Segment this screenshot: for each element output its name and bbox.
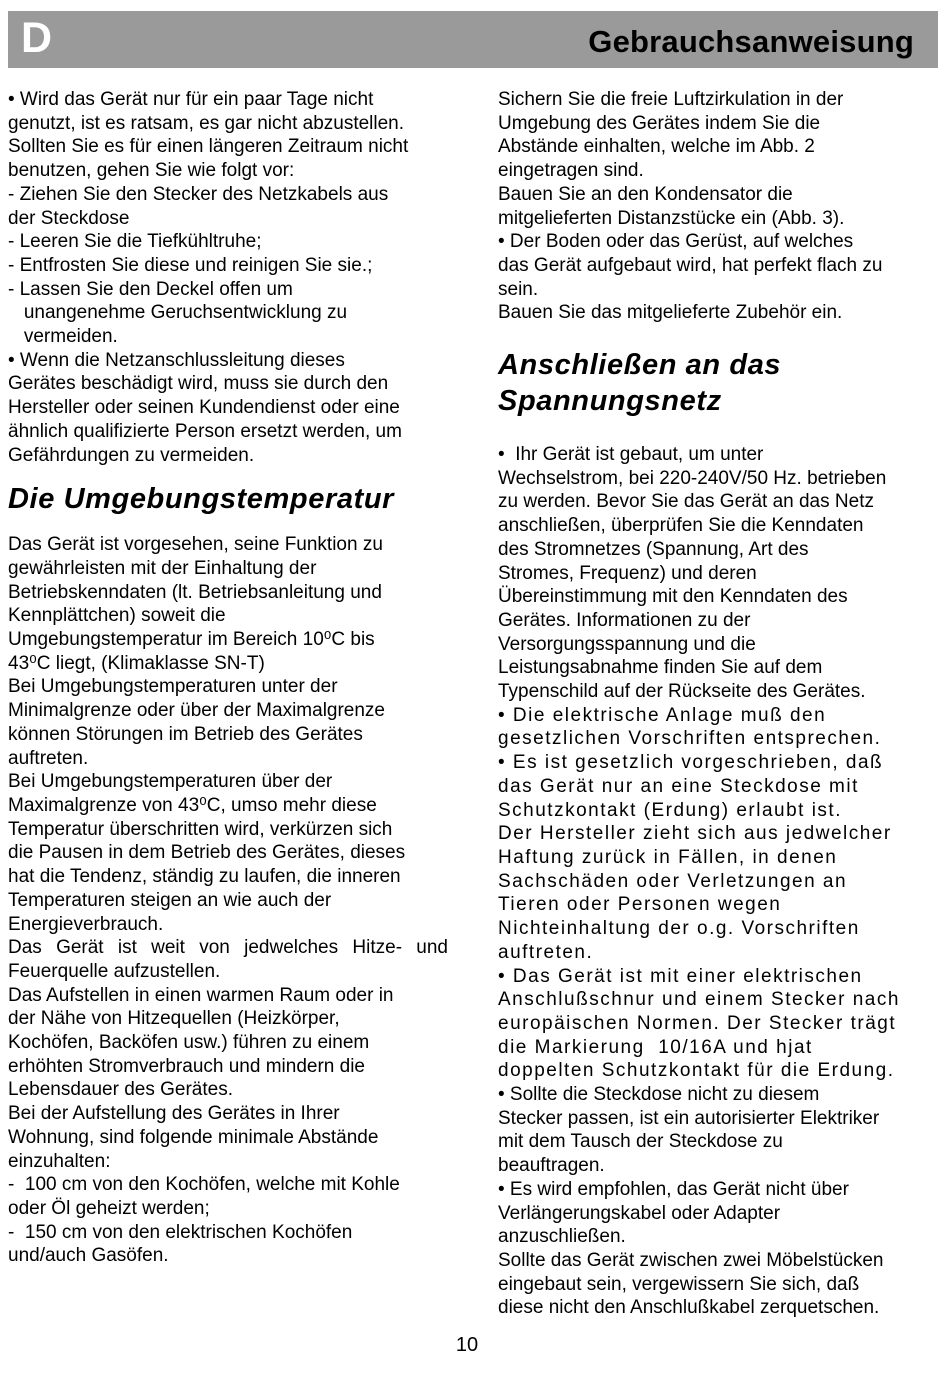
paragraph	[8, 349, 448, 468]
text-line: Kennplättchen) soweit die	[8, 605, 226, 627]
text-line: das Gerät aufgebaut wird, hat perfekt flach zu	[498, 254, 883, 276]
text-line: Wechselstrom, bei 220-240V/50 Hz. betrieben	[498, 467, 887, 489]
text-line: Anschlußschnur und einem Stecker nach	[498, 989, 900, 1011]
text-line: anzuschließen.	[498, 1226, 626, 1248]
text-line: • Wird das Gerät nur für ein paar Tage nicht	[8, 89, 374, 110]
text-line: Wohnung, sind folgende minimale Abstände	[8, 1126, 379, 1148]
text-line: Minimalgrenze oder über der Maximalgrenze	[8, 700, 386, 722]
text-line: Sollten Sie es für einen längeren Zeitraum nicht	[8, 136, 409, 158]
text-line: Leistungsabnahme finden Sie auf dem	[498, 657, 823, 679]
text-line: mitgelieferten Distanzstücke ein (Abb. 3).	[498, 207, 845, 229]
text-line: anschließen, überprüfen Sie die Kenndaten	[498, 515, 864, 537]
text-line: auftreten.	[498, 941, 594, 963]
text-line: Bei der Aufstellung des Gerätes in Ihrer	[8, 1103, 340, 1125]
page-number: 10	[455, 1334, 479, 1356]
text-line: Sollte das Gerät zwischen zwei Möbelstücken	[498, 1249, 884, 1271]
text-line: Nichteinhaltung der o.g. Vorschriften	[498, 918, 860, 940]
text-line: gewährleisten mit der Einhaltung der	[8, 557, 317, 579]
text-line: - 100 cm von den Kochöfen, welche mit Kohle	[8, 1174, 400, 1196]
text-line: Gerätes. Informationen zu der	[498, 609, 751, 631]
text-line: Übereinstimmung mit den Kenndaten des	[498, 586, 848, 608]
text-line: genutzt, ist es ratsam, es gar nicht abzustellen.	[8, 112, 405, 134]
text-line: Maximalgrenze von 43⁰C, umso mehr diese	[8, 794, 377, 816]
paragraph	[498, 751, 942, 964]
text-line: Sichern Sie die freie Luftzirkulation in der	[498, 89, 844, 110]
text-line: Verlängerungskabel oder Adapter	[498, 1202, 781, 1224]
paragraph	[8, 533, 448, 936]
text-line: Das Aufstellen in einen warmen Raum oder in	[8, 984, 394, 1006]
text-line: Temperatur überschritten wird, verkürzen sich	[8, 818, 393, 840]
text-line: • Sollte die Steckdose nicht zu diesem	[498, 1084, 820, 1106]
paragraph	[498, 443, 942, 704]
text-line: Umgebungstemperatur im Bereich 10⁰C bis	[8, 629, 375, 651]
page-title: Gebrauchsanweisung	[588, 24, 914, 59]
text-line: Das Gerät ist weit von jedwelches Hitze- und	[8, 937, 448, 959]
text-line: Temperaturen steigen an wie auch der	[8, 889, 332, 911]
text-line: Bauen Sie das mitgelieferte Zubehör ein.	[498, 302, 843, 324]
paragraph	[498, 88, 942, 325]
text-line: gesetzlichen Vorschriften entsprechen.	[498, 728, 882, 750]
text-line: Typenschild auf der Rückseite des Gerätes.	[498, 681, 866, 703]
text-line: der Steckdose	[8, 207, 130, 229]
paragraph	[498, 704, 942, 751]
text-line: - Entfrosten Sie diese und reinigen Sie sie.;	[8, 254, 373, 276]
right-column	[498, 88, 942, 1320]
text-line: auftreten.	[8, 747, 89, 769]
text-line: - 150 cm von den elektrischen Kochöfen	[8, 1221, 353, 1243]
section-heading	[8, 481, 448, 517]
text-line: Kochöfen, Backöfen usw.) führen zu einem	[8, 1032, 370, 1054]
paragraph	[498, 1083, 942, 1320]
text-line: mit dem Tausch der Steckdose zu	[498, 1131, 783, 1153]
text-line: eingetragen sind.	[498, 160, 644, 182]
text-line: Lebensdauer des Gerätes.	[8, 1079, 233, 1101]
paragraph	[498, 965, 942, 1084]
text-line: hat die Tendenz, ständig zu laufen, die inneren	[8, 866, 401, 888]
text-line: Bauen Sie an den Kondensator die	[498, 183, 793, 205]
text-line: sein.	[498, 278, 539, 300]
text-line: • Die elektrische Anlage muß den	[498, 704, 827, 726]
text-line: Bei Umgebungstemperaturen über der	[8, 771, 333, 793]
text-line: Versorgungsspannung und die	[498, 633, 756, 655]
text-line: • Wenn die Netzanschlussleitung dieses	[8, 349, 345, 371]
text-line: vermeiden.	[8, 326, 118, 348]
text-line: Feuerquelle aufzustellen.	[8, 960, 221, 982]
text-line: das Gerät nur an eine Steckdose mit	[498, 775, 859, 797]
text-line: - Ziehen Sie den Stecker des Netzkabels aus	[8, 183, 389, 205]
header-bar	[8, 11, 938, 68]
text-line: können Störungen im Betrieb des Gerätes	[8, 723, 363, 745]
text-line: - Leeren Sie die Tiefkühltruhe;	[8, 231, 262, 253]
text-line: europäischen Normen. Der Stecker trägt	[498, 1012, 897, 1034]
paragraph	[8, 183, 448, 349]
text-line: • Es wird empfohlen, das Gerät nicht über	[498, 1178, 849, 1200]
paragraph	[8, 984, 448, 1268]
text-line: Haftung zurück in Fällen, in denen	[498, 846, 838, 868]
text-line: Anschließen an das	[498, 349, 782, 382]
text-line: die Markierung 10/16A und hjat	[498, 1036, 813, 1058]
text-line: Umgebung des Gerätes indem Sie die	[498, 112, 821, 134]
text-line: beauftragen.	[498, 1155, 605, 1177]
text-line: Gerätes beschädigt wird, muss sie durch den	[8, 373, 389, 395]
text-line: • Es ist gesetzlich vorgeschrieben, daß	[498, 752, 884, 774]
language-code: D	[21, 14, 53, 62]
text-line: unangenehme Geruchsentwicklung zu	[8, 302, 348, 324]
text-line: Energieverbrauch.	[8, 913, 164, 935]
text-line: diese nicht den Anschlußkabel zerquetschen.	[498, 1297, 880, 1319]
text-line: Der Hersteller zieht sich aus jedwelcher	[498, 823, 892, 845]
text-line: die Pausen in dem Betrieb des Gerätes, dieses	[8, 842, 406, 864]
text-line: doppelten Schutzkontakt für die Erdung.	[498, 1060, 895, 1082]
paragraph	[8, 936, 448, 983]
text-line: 43⁰C liegt, (Klimaklasse SN-T)	[8, 652, 265, 674]
text-line: einzuhalten:	[8, 1150, 111, 1172]
text-line: und/auch Gasöfen.	[8, 1245, 169, 1267]
text-line: eingebaut sein, vergewissern Sie sich, daß	[498, 1273, 860, 1295]
text-line: Abstände einhalten, welche im Abb. 2	[498, 136, 815, 158]
text-line: Spannungsnetz	[498, 385, 722, 418]
text-line: Das Gerät ist vorgesehen, seine Funktion zu	[8, 534, 383, 556]
text-line: benutzen, gehen Sie wie folgt vor:	[8, 160, 295, 182]
text-line: Bei Umgebungstemperaturen unter der	[8, 676, 338, 698]
text-line: Stecker passen, ist ein autorisierter Elektriker	[498, 1107, 880, 1129]
text-line: ähnlich qualifizierte Person ersetzt werden, um	[8, 420, 402, 442]
text-line: • Das Gerät ist mit einer elektrischen	[498, 965, 863, 987]
text-line: Schutzkontakt (Erdung) erlaubt ist.	[498, 799, 842, 821]
text-line: Betriebskenndaten (lt. Betriebsanleitung und	[8, 581, 382, 603]
text-line: • Der Boden oder das Gerüst, auf welches	[498, 231, 854, 253]
text-line: zu werden. Bevor Sie das Gerät an das Netz	[498, 491, 874, 513]
text-line: Hersteller oder seinen Kundendienst oder eine	[8, 397, 400, 419]
text-line: Gefährdungen zu vermeiden.	[8, 444, 255, 466]
text-line: der Nähe von Hitzequellen (Heizkörper,	[8, 1008, 340, 1030]
text-line: Sachschäden oder Verletzungen an	[498, 870, 848, 892]
text-line: Die Umgebungstemperatur	[8, 483, 395, 516]
section-heading	[498, 347, 942, 419]
left-column	[8, 88, 448, 1320]
text-line: oder Öl geheizt werden;	[8, 1197, 210, 1219]
text-line: Stromes, Frequenz) und deren	[498, 562, 757, 584]
content-columns	[8, 88, 942, 1320]
text-line: erhöhten Stromverbrauch und mindern die	[8, 1055, 365, 1077]
text-line: Tieren oder Personen wegen	[498, 894, 782, 916]
text-line: - Lassen Sie den Deckel offen um	[8, 278, 293, 300]
text-line: • Ihr Gerät ist gebaut, um unter	[498, 444, 764, 466]
text-line: des Stromnetzes (Spannung, Art des	[498, 538, 809, 560]
paragraph	[8, 88, 448, 183]
